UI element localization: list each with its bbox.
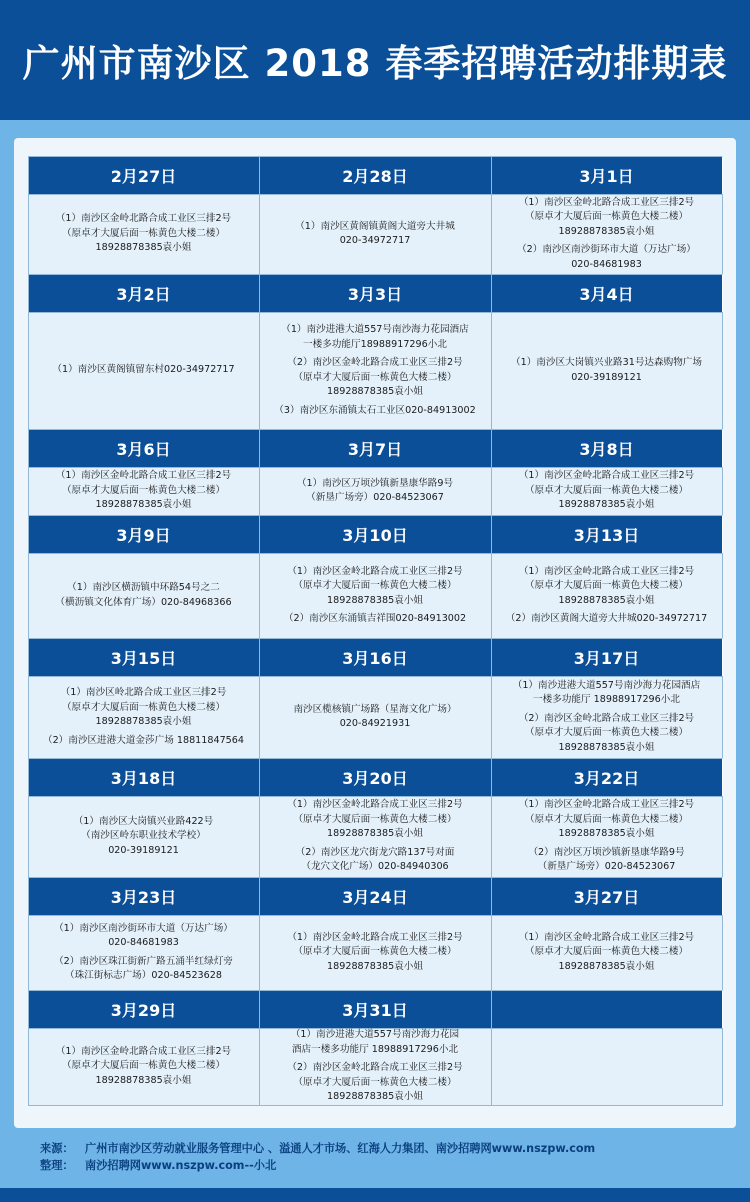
event-entry: （1）南沙区黄阁镇留东村020-34972717 xyxy=(52,364,235,376)
event-entry: （1）南沙区金岭北路合成工业区三排2号 （原卓才大厦后面一栋黄色大楼二楼） 18928878385袁小姐 xyxy=(55,470,232,511)
event-entry: （1）南沙区金岭北路合成工业区三排2号 （原卓才大厦后面一栋黄色大楼二楼） 18928878385袁小姐 xyxy=(287,565,463,606)
event-entry: （2）南沙区金岭北路合成工业区三排2号 （原卓才大厦后面一栋黄色大楼二楼） 18928878385袁小姐 xyxy=(518,712,695,753)
schedule-cell xyxy=(259,915,492,991)
schedule-cell xyxy=(28,796,260,878)
event-entry: （1）南沙区万顷沙镇新垦康华路9号 （新垦广场旁）020-84523067 xyxy=(296,477,454,503)
event-entry: （2）南沙区进港大道金莎广场 18811847564 xyxy=(42,734,244,746)
date-header: 3月4日 xyxy=(491,274,723,313)
event-entry: （1）南沙进港大道557号南沙海力花园 酒店一楼多功能厅 18988917296小北 xyxy=(290,1029,460,1055)
date-header: 3月17日 xyxy=(491,638,723,677)
event-entry: （1）南沙区金岭北路合成工业区三排2号 （原卓才大厦后面一栋黄色大楼二楼） 18928878385袁小姐 xyxy=(518,196,695,237)
event-entry: （1）南沙区大岗镇兴业路422号 （南沙区岭东职业技术学校） 020-39189121 xyxy=(73,815,214,856)
event-entry: 南沙区榄核镇广场路（星海文化广场） 020-84921931 xyxy=(293,703,457,729)
event-entry: （1）南沙区岭北路合成工业区三排2号 （原卓才大厦后面一栋黄色大楼二楼） 18928878385袁小姐 xyxy=(60,687,227,727)
event-entry: （3）南沙区东涌镇太石工业区020-84913002 xyxy=(274,404,476,416)
editor-text: 南沙招聘网www.nszpw.com--小北 xyxy=(85,1159,277,1172)
date-header: 2月28日 xyxy=(259,156,492,195)
date-header: 3月3日 xyxy=(259,274,492,313)
schedule-cell xyxy=(259,1028,492,1106)
editor-line xyxy=(40,1157,750,1174)
event-entry: （1）南沙区金岭北路合成工业区三排2号 （原卓才大厦后面一栋黄色大楼二楼） 18928878385袁小姐 xyxy=(518,565,695,606)
date-header: 3月9日 xyxy=(28,515,260,554)
event-entry: （1）南沙进港大道557号南沙海力花园酒店 一楼多功能厅18988917296小北 xyxy=(281,324,469,350)
source-line xyxy=(40,1140,750,1157)
schedule-cell xyxy=(259,676,492,759)
event-entry: （1）南沙区金岭北路合成工业区三排2号 （原卓才大厦后面一栋黄色大楼二楼） 18928878385袁小姐 xyxy=(518,799,695,840)
schedule-cell xyxy=(491,467,723,516)
event-entry: （2）南沙区万顷沙镇新垦康华路9号 （新垦广场旁）020-84523067 xyxy=(528,846,685,873)
schedule-cell xyxy=(491,1028,723,1106)
bottom-bar xyxy=(0,1188,750,1202)
schedule-cell xyxy=(28,915,260,991)
event-entry: （1）南沙区金岭北路合成工业区三排2号 （原卓才大厦后面一栋黄色大楼二楼） 18928878385袁小姐 xyxy=(518,470,695,511)
event-entry: （1）南沙区大岗镇兴业路31号达森购物广场 020-39189121 xyxy=(511,357,702,383)
schedule-cell xyxy=(259,553,492,639)
schedule-cell xyxy=(28,1028,260,1106)
event-entry: （2）南沙区龙穴街龙穴路137号对面 （龙穴文化广场）020-84940306 xyxy=(295,846,455,873)
event-entry: （2）南沙区金岭北路合成工业区三排2号 （原卓才大厦后面一栋黄色大楼二楼） 18928878385袁小姐 xyxy=(287,1062,463,1103)
date-header: 3月22日 xyxy=(491,758,723,797)
date-header: 3月6日 xyxy=(28,429,260,468)
date-header: 3月20日 xyxy=(259,758,492,797)
event-entry: （1）南沙进港大道557号南沙海力花园酒店 一楼多功能厅 18988917296小北 xyxy=(512,679,701,706)
source-label: 来源： xyxy=(40,1142,74,1155)
event-entry: （1）南沙区横沥镇中环路54号之二 （横沥镇文化体育广场）020-84968366 xyxy=(55,582,232,608)
schedule-cell xyxy=(491,796,723,878)
schedule-cell xyxy=(28,467,260,516)
date-header: 3月2日 xyxy=(28,274,260,313)
editor-label: 整理： xyxy=(40,1159,74,1172)
schedule-cell xyxy=(491,312,723,430)
event-entry: （1）南沙区黄阁镇黄阁大道旁大井城 020-34972717 xyxy=(295,220,455,246)
date-header: 3月31日 xyxy=(259,990,492,1029)
event-entry: （1）南沙区金岭北路合成工业区三排2号 （原卓才大厦后面一栋黄色大楼二楼） 18928878385袁小姐 xyxy=(55,213,232,254)
event-entry: （2）南沙区金岭北路合成工业区三排2号 （原卓才大厦后面一栋黄色大楼二楼） 18928878385袁小姐 xyxy=(287,357,463,397)
event-entry: （2）南沙区南沙街环市大道（万达广场） 020-84681983 xyxy=(517,244,696,270)
schedule-table xyxy=(28,156,722,1105)
date-header xyxy=(491,990,723,1029)
event-entry: （2）南沙区珠江街新广路五涌半红绿灯旁 （珠江街标志广场）020-84523628 xyxy=(54,955,233,981)
date-header: 2月27日 xyxy=(28,156,260,195)
schedule-cell xyxy=(259,312,492,430)
event-entry: （2）南沙区东涌镇吉祥围020-84913002 xyxy=(283,613,467,624)
event-entry: （1）南沙区南沙街环市大道（万达广场） 020-84681983 xyxy=(54,922,233,948)
date-header: 3月13日 xyxy=(491,515,723,554)
date-header: 3月1日 xyxy=(491,156,723,195)
date-header: 3月29日 xyxy=(28,990,260,1029)
schedule-cell xyxy=(491,676,723,759)
footer xyxy=(0,1128,750,1188)
event-entry: （1）南沙区金岭北路合成工业区三排2号 （原卓才大厦后面一栋黄色大楼二楼） 18928878385袁小姐 xyxy=(518,931,695,972)
schedule-cell xyxy=(28,553,260,639)
schedule-cell xyxy=(491,553,723,639)
schedule-cell xyxy=(491,194,723,275)
page-title: 广州市南沙区 2018 春季招聘活动排期表 xyxy=(22,42,728,85)
date-header: 3月15日 xyxy=(28,638,260,677)
schedule-cell xyxy=(259,796,492,878)
date-header: 3月7日 xyxy=(259,429,492,468)
schedule-cell xyxy=(491,915,723,991)
event-entry: （1）南沙区金岭北路合成工业区三排2号 （原卓才大厦后面一栋黄色大楼二楼） 18928878385袁小姐 xyxy=(55,1045,232,1086)
schedule-cell xyxy=(28,194,260,275)
schedule-cell xyxy=(259,467,492,516)
schedule-cell xyxy=(28,676,260,759)
date-header: 3月10日 xyxy=(259,515,492,554)
schedule-cell xyxy=(259,194,492,275)
date-header: 3月8日 xyxy=(491,429,723,468)
header-banner xyxy=(0,0,750,120)
date-header: 3月24日 xyxy=(259,877,492,916)
date-header: 3月27日 xyxy=(491,877,723,916)
event-entry: （2）南沙区黄阁大道旁大井城020-34972717 xyxy=(505,613,708,624)
date-header: 3月16日 xyxy=(259,638,492,677)
event-entry: （1）南沙区金岭北路合成工业区三排2号 （原卓才大厦后面一栋黄色大楼二楼） 18928878385袁小姐 xyxy=(287,931,463,972)
schedule-cell xyxy=(28,312,260,430)
source-text: 广州市南沙区劳动就业服务管理中心 、溢通人才市场、红海人力集团、南沙招聘网www.nszpw.com xyxy=(85,1142,596,1155)
date-header: 3月23日 xyxy=(28,877,260,916)
event-entry: （1）南沙区金岭北路合成工业区三排2号 （原卓才大厦后面一栋黄色大楼二楼） 18928878385袁小姐 xyxy=(287,799,463,840)
date-header: 3月18日 xyxy=(28,758,260,797)
